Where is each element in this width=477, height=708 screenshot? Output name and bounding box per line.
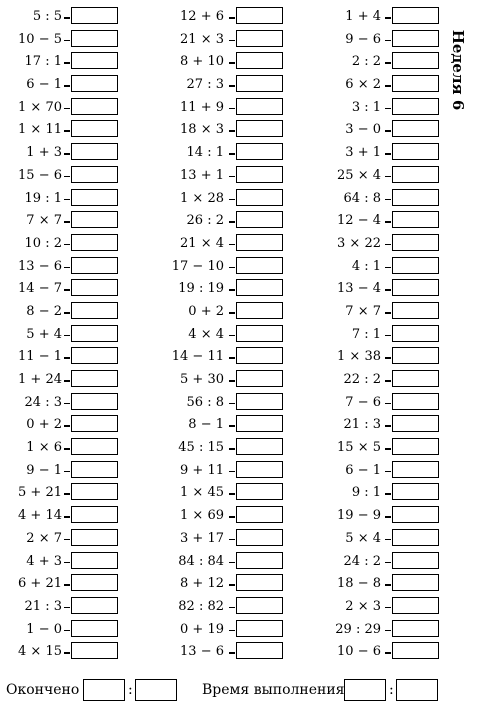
finished-separator: : [128,682,133,698]
problem-expression: 14 : 1 [186,145,224,161]
answer-box[interactable] [71,166,118,183]
answer-box[interactable] [236,597,283,614]
problem-expression: 9 + 11 [180,462,224,478]
equals-dash [385,85,391,87]
problem-expression: 64 : 8 [343,190,381,206]
answer-box[interactable] [392,347,439,364]
answer-box[interactable] [71,302,118,319]
equals-dash [64,448,70,450]
answer-box[interactable] [71,234,118,251]
equals-dash [229,40,235,42]
equals-dash [64,40,70,42]
answer-box[interactable] [392,620,439,637]
equals-dash [64,652,70,654]
problem-expression: 10 : 2 [24,235,62,251]
answer-box[interactable] [392,166,439,183]
equals-dash [229,199,235,201]
problem-expression: 9 : 1 [351,485,381,501]
problem-expression: 0 + 19 [180,621,224,637]
equals-dash [64,267,70,269]
answer-box[interactable] [71,370,118,387]
problem-expression: 29 : 29 [335,621,381,637]
problem-expression: 1 − 0 [26,621,62,637]
equals-dash [385,108,391,110]
equals-dash [385,403,391,405]
equals-dash [229,630,235,632]
problem-expression: 1 × 28 [180,190,224,206]
equals-dash [229,403,235,405]
answer-box[interactable] [236,461,283,478]
answer-box[interactable] [71,30,118,47]
finished-hours-box[interactable] [83,679,125,701]
problem-expression: 15 − 6 [18,167,62,183]
problem-expression: 10 − 5 [18,31,62,47]
answer-box[interactable] [71,52,118,69]
answer-box[interactable] [392,415,439,432]
answer-box[interactable] [392,257,439,274]
answer-box[interactable] [236,143,283,160]
finished-label: Окончено [6,682,80,698]
equals-dash [229,335,235,337]
equals-dash [64,62,70,64]
answer-box[interactable] [71,597,118,614]
equals-dash [385,130,391,132]
equals-dash [229,289,235,291]
equals-dash [64,584,70,586]
answer-box[interactable] [236,302,283,319]
answer-box[interactable] [236,574,283,591]
problem-expression: 1 × 70 [18,99,62,115]
problem-expression: 1 × 69 [180,508,224,524]
answer-box[interactable] [71,483,118,500]
problem-expression: 24 : 2 [343,553,381,569]
equals-dash [64,471,70,473]
equals-dash [64,516,70,518]
problem-expression: 2 × 7 [26,530,62,546]
equals-dash [385,357,391,359]
answer-box[interactable] [236,166,283,183]
week-title-text: Неделя 6 [449,29,467,111]
equals-dash [64,312,70,314]
problem-expression: 2 : 2 [351,54,381,70]
equals-dash [229,584,235,586]
equals-dash [385,471,391,473]
equals-dash [385,630,391,632]
equals-dash [64,176,70,178]
equals-dash [229,493,235,495]
answer-box[interactable] [71,438,118,455]
equals-dash [229,652,235,654]
problem-expression: 7 × 7 [26,213,62,229]
problem-expression: 4 × 15 [18,644,62,660]
problem-expression: 1 × 6 [26,440,62,456]
equals-dash [385,289,391,291]
answer-box[interactable] [71,552,118,569]
problem-expression: 6 × 2 [345,77,381,93]
problem-expression: 13 − 6 [180,644,224,660]
problem-expression: 1 × 45 [180,485,224,501]
problem-expression: 5 × 4 [345,530,381,546]
problem-expression: 4 × 4 [188,326,224,342]
answer-box[interactable] [392,438,439,455]
problem-expression: 4 : 1 [351,258,381,274]
problem-expression: 14 − 11 [171,349,224,365]
problem-expression: 3 + 17 [180,530,224,546]
problem-expression: 3 × 22 [337,235,381,251]
equals-dash [229,312,235,314]
equals-dash [385,176,391,178]
answer-box[interactable] [236,347,283,364]
equals-dash [64,493,70,495]
equals-dash [64,539,70,541]
answer-box[interactable] [392,279,439,296]
equals-dash [64,562,70,564]
answer-box[interactable] [236,642,283,659]
problem-expression: 6 − 1 [26,77,62,93]
answer-box[interactable] [236,120,283,137]
problem-expression: 84 : 84 [178,553,224,569]
answer-box[interactable] [236,438,283,455]
answer-box[interactable] [236,325,283,342]
problem-expression: 12 + 6 [180,9,224,24]
problem-expression: 45 : 15 [178,440,224,456]
answer-box[interactable] [71,257,118,274]
equals-dash [64,17,70,19]
equals-dash [229,244,235,246]
answer-box[interactable] [392,506,439,523]
equals-dash [64,289,70,291]
equals-dash [385,62,391,64]
problem-expression: 82 : 82 [178,598,224,614]
answer-box[interactable] [392,7,439,24]
equals-dash [229,607,235,609]
problem-expression: 1 + 3 [26,145,62,161]
problem-expression: 11 − 1 [18,349,62,365]
equals-dash [229,221,235,223]
problem-expression: 27 : 3 [186,77,224,93]
answer-box[interactable] [236,552,283,569]
problem-expression: 1 × 11 [18,122,62,138]
answer-box[interactable] [71,279,118,296]
answer-box[interactable] [392,325,439,342]
answer-box[interactable] [392,234,439,251]
problem-expression: 8 − 2 [26,303,62,319]
answer-box[interactable] [71,642,118,659]
equals-dash [64,335,70,337]
problem-expression: 7 × 7 [345,303,381,319]
equals-dash [385,267,391,269]
equals-dash [385,562,391,564]
equals-dash [385,312,391,314]
answer-box[interactable] [392,75,439,92]
problem-expression: 5 : 5 [32,9,62,24]
answer-box[interactable] [236,30,283,47]
equals-dash [385,221,391,223]
problem-expression: 21 : 3 [343,417,381,433]
problem-expression: 56 : 8 [186,394,224,410]
equals-dash [385,584,391,586]
problem-expression: 5 + 21 [18,485,62,501]
problem-expression: 12 − 4 [337,213,381,229]
problem-expression: 17 − 10 [171,258,224,274]
problem-expression: 6 − 1 [345,462,381,478]
equals-dash [229,153,235,155]
answer-box[interactable] [236,52,283,69]
answer-box[interactable] [71,7,118,24]
problem-expression: 13 + 1 [180,167,224,183]
answer-box[interactable] [392,370,439,387]
equals-dash [229,85,235,87]
problem-expression: 11 + 9 [180,99,224,115]
equals-dash [385,40,391,42]
problem-expression: 25 × 4 [337,167,381,183]
equals-dash [64,425,70,427]
time-label: Время выполнения [202,682,345,698]
problem-expression: 24 : 3 [24,394,62,410]
answer-box[interactable] [236,370,283,387]
answer-box[interactable] [392,30,439,47]
problem-expression: 14 − 7 [18,281,62,297]
problem-expression: 19 − 9 [337,508,381,524]
equals-dash [64,357,70,359]
equals-dash [385,244,391,246]
equals-dash [385,425,391,427]
answer-box[interactable] [236,620,283,637]
answer-box[interactable] [236,98,283,115]
answer-box[interactable] [236,234,283,251]
answer-box[interactable] [392,189,439,206]
problem-expression: 13 − 6 [18,258,62,274]
equals-dash [385,607,391,609]
answer-box[interactable] [236,75,283,92]
answer-box[interactable] [392,529,439,546]
equals-dash [229,130,235,132]
equals-dash [229,516,235,518]
equals-dash [229,471,235,473]
problem-expression: 0 + 2 [26,417,62,433]
answer-box[interactable] [71,120,118,137]
equals-dash [229,380,235,382]
problem-expression: 21 × 4 [180,235,224,251]
problem-expression: 0 + 2 [188,303,224,319]
problem-expression: 2 × 3 [345,598,381,614]
time-hours-box[interactable] [344,679,386,701]
equals-dash [229,62,235,64]
problem-expression: 10 − 6 [337,644,381,660]
answer-box[interactable] [392,98,439,115]
equals-dash [229,357,235,359]
problem-expression: 22 : 2 [343,372,381,387]
answer-box[interactable] [71,620,118,637]
answer-box[interactable] [392,143,439,160]
answer-box[interactable] [392,52,439,69]
problem-expression: 4 + 14 [18,508,62,524]
problem-expression: 4 + 3 [26,553,62,569]
answer-box[interactable] [71,347,118,364]
equals-dash [64,130,70,132]
answer-box[interactable] [392,574,439,591]
answer-box[interactable] [236,506,283,523]
equals-dash [64,221,70,223]
equals-dash [385,539,391,541]
time-separator: : [389,682,394,698]
equals-dash [64,607,70,609]
answer-box[interactable] [236,529,283,546]
answer-box[interactable] [392,120,439,137]
answer-box[interactable] [71,75,118,92]
equals-dash [229,108,235,110]
problem-expression: 26 : 2 [186,213,224,229]
equals-dash [229,267,235,269]
equals-dash [64,153,70,155]
answer-box[interactable] [71,461,118,478]
answer-box[interactable] [236,279,283,296]
problem-expression: 8 + 12 [180,576,224,592]
answer-box[interactable] [392,393,439,410]
answer-box[interactable] [392,461,439,478]
equals-dash [385,153,391,155]
equals-dash [385,335,391,337]
problem-expression: 17 : 1 [24,54,62,70]
problem-expression: 9 − 1 [26,462,62,478]
answer-box[interactable] [236,483,283,500]
answer-box[interactable] [392,211,439,228]
problem-expression: 7 : 1 [351,326,381,342]
problem-expression: 6 + 21 [18,576,62,592]
problem-expression: 1 × 38 [337,349,381,365]
problem-expression: 19 : 1 [24,190,62,206]
equals-dash [229,539,235,541]
footer [0,678,477,704]
equals-dash [64,85,70,87]
equals-dash [385,652,391,654]
answer-box[interactable] [236,415,283,432]
equals-dash [229,17,235,19]
equals-dash [385,199,391,201]
problem-expression: 15 × 5 [337,440,381,456]
equals-dash [64,403,70,405]
problem-expression: 5 + 4 [26,326,62,342]
equals-dash [229,562,235,564]
time-minutes-box[interactable] [396,679,438,701]
answer-box[interactable] [71,189,118,206]
problem-expression: 8 + 10 [180,54,224,70]
problem-expression: 7 − 6 [345,394,381,410]
equals-dash [385,448,391,450]
answer-box[interactable] [236,189,283,206]
problem-expression: 13 − 4 [337,281,381,297]
answer-box[interactable] [71,574,118,591]
problem-expression: 3 − 0 [345,122,381,138]
answer-box[interactable] [71,211,118,228]
problem-expression: 1 + 24 [18,372,62,387]
equals-dash [385,493,391,495]
answer-box[interactable] [392,483,439,500]
equals-dash [229,425,235,427]
finished-minutes-box[interactable] [135,679,177,701]
problem-expression: 18 × 3 [180,122,224,138]
answer-box[interactable] [236,211,283,228]
equals-dash [64,108,70,110]
equals-dash [385,380,391,382]
equals-dash [229,176,235,178]
week-title [443,30,473,110]
equals-dash [64,199,70,201]
answer-box[interactable] [71,98,118,115]
problem-expression: 1 + 4 [345,9,381,24]
problem-expression: 21 × 3 [180,31,224,47]
equals-dash [385,516,391,518]
problem-expression: 5 + 30 [180,372,224,387]
answer-box[interactable] [236,7,283,24]
problem-expression: 3 : 1 [351,99,381,115]
equals-dash [64,244,70,246]
answer-box[interactable] [71,529,118,546]
problem-expression: 19 : 19 [178,281,224,297]
answer-box[interactable] [236,257,283,274]
answer-box[interactable] [71,325,118,342]
answer-box[interactable] [392,302,439,319]
problem-expression: 8 − 1 [188,417,224,433]
answer-box[interactable] [392,552,439,569]
equals-dash [385,17,391,19]
problem-expression: 3 + 1 [345,145,381,161]
equals-dash [64,630,70,632]
problem-expression: 9 − 6 [345,31,381,47]
answer-box[interactable] [71,506,118,523]
problem-expression: 21 : 3 [24,598,62,614]
equals-dash [229,448,235,450]
answer-box[interactable] [392,597,439,614]
answer-box[interactable] [71,415,118,432]
answer-box[interactable] [71,393,118,410]
equals-dash [64,380,70,382]
problem-expression: 18 − 8 [337,576,381,592]
answer-box[interactable] [236,393,283,410]
answer-box[interactable] [71,143,118,160]
answer-box[interactable] [392,642,439,659]
